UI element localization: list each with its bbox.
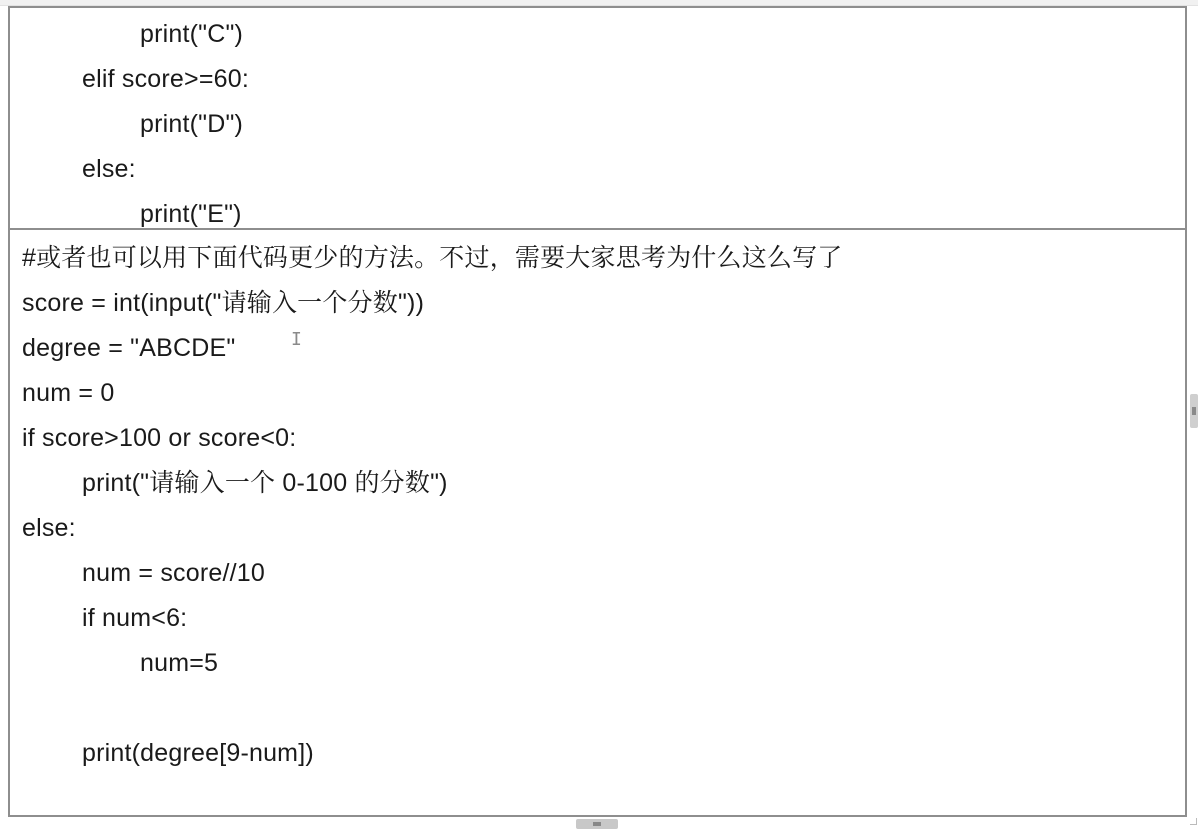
code-cell-bottom[interactable] bbox=[10, 230, 1185, 815]
code-line: if num<6: bbox=[82, 604, 188, 632]
code-line: num = 0 bbox=[22, 379, 115, 407]
code-line: else: bbox=[82, 155, 136, 183]
code-line: num = score//10 bbox=[82, 559, 265, 587]
code-line: print(degree[9-num]) bbox=[82, 739, 314, 767]
comment-line: #或者也可以用下面代码更少的方法。不过，需要大家思考为什么这么写了 bbox=[22, 244, 843, 272]
code-line: else: bbox=[22, 514, 76, 542]
code-line: score = int(input("请输入一个分数")) bbox=[22, 289, 425, 317]
resize-handle-right[interactable] bbox=[1190, 394, 1198, 428]
code-line: print("请输入一个 0-100 的分数") bbox=[82, 469, 448, 497]
code-line: degree = "ABCDE" bbox=[22, 334, 236, 362]
code-line: print("C") bbox=[140, 20, 244, 48]
resize-handle-bottom[interactable] bbox=[576, 819, 618, 829]
code-cell-top[interactable] bbox=[10, 8, 1185, 230]
code-line: print("E") bbox=[140, 200, 242, 228]
text-cursor-icon: I bbox=[291, 329, 302, 350]
code-line: num=5 bbox=[140, 649, 219, 677]
code-line: elif score>=60: bbox=[82, 65, 249, 93]
code-table bbox=[8, 6, 1187, 817]
corner-resize-mark bbox=[1190, 818, 1197, 825]
code-line: print("D") bbox=[140, 110, 244, 138]
code-line: if score>100 or score<0: bbox=[22, 424, 297, 452]
